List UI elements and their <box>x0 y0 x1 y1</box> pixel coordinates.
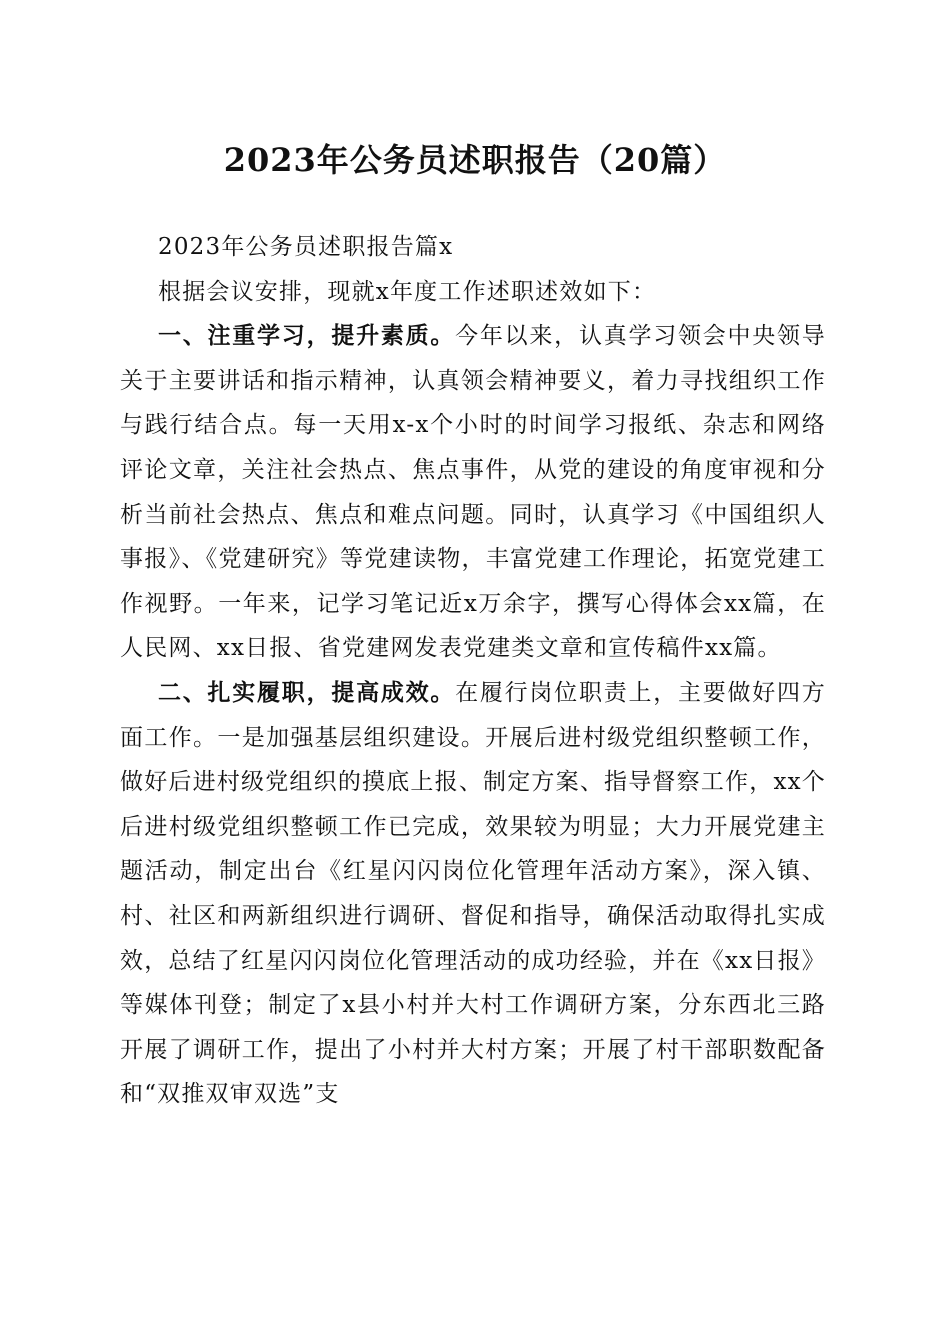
report-subtitle: 2023年公务员述职报告篇x <box>158 234 454 260</box>
section-heading-2: 二、扎实履职，提高成效。 <box>158 678 456 706</box>
section-text-2: 在履行岗位职责上，主要做好四方面工作。一是加强基层组织建设。开展后进村级党组织整顿工作，做好后进村级党组织的摸底上报、制定方案、指导督察工作，xx个后进村级党组织整顿工作已完成，效果较为明显；大力开展党建主题活动，制定出台《红星闪闪岗位化管理年活动方案》，深入镇、村、社区和两新组织进行调研、督促和指导，确保活动取得扎实成效，总结了红星闪闪岗位化管理活动的成功经验，并在《xx日报》等媒体刊登；制定了x县小村并大村工作调研方案，分东西北三路开展了调研工作，提出了小村并大村方案；开展了村干部职数配备和“双推双审双选”支 <box>120 679 826 1108</box>
section-paragraph-2 <box>120 671 826 1117</box>
section-text-1: 今年以来，认真学习领会中央领导关于主要讲话和指示精神，认真领会精神要义，着力寻找组织工作与践行结合点。每一天用x-x个小时的时间学习报纸、杂志和网络评论文章，关注社会热点、焦点事件，从党的建设的角度审视和分析当前社会热点、焦点和难点问题。同时，认真学习《中国组织人事报》、《党建研究》等党建读物，丰富党建工作理论，拓宽党建工作视野。一年来，记学习笔记近x万余字，撰写心得体会xx篇，在人民网、xx日报、省党建网发表党建类文章和宣传稿件xx篇。 <box>120 323 826 662</box>
section-paragraph-1 <box>120 314 826 671</box>
document-body <box>120 225 826 1117</box>
section-heading-1: 一、注重学习，提升素质。 <box>158 322 456 350</box>
document-title: 2023年公务员述职报告（20篇） <box>223 141 727 179</box>
intro-paragraph: 根据会议安排，现就x年度工作述职述效如下： <box>158 278 657 305</box>
